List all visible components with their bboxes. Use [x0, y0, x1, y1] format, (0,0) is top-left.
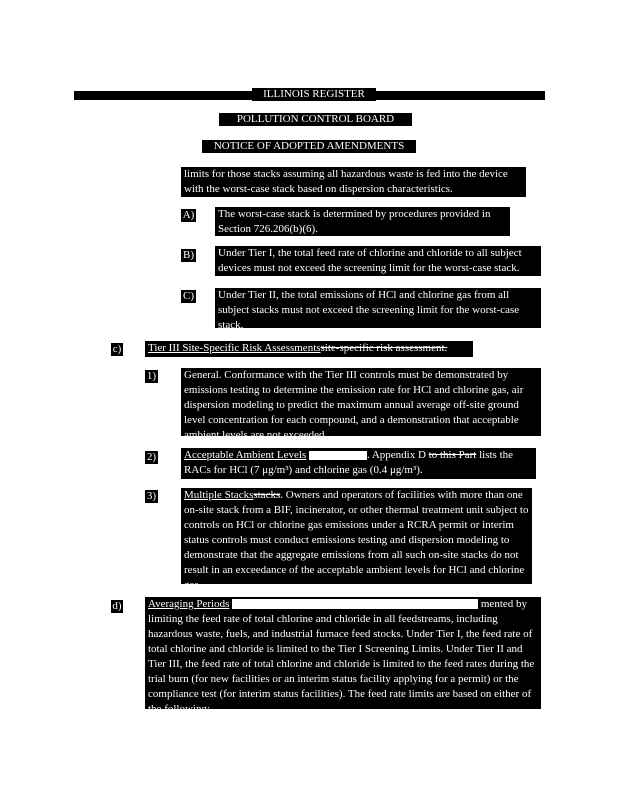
sub-a-label: A)	[182, 209, 195, 221]
item-3-struck: stacks	[253, 489, 281, 501]
item-3-lead: Multiple Stacks	[184, 489, 254, 501]
notice-title: NOTICE OF ADOPTED AMENDMENTS	[202, 140, 416, 153]
sub-a-text: The worst-case stack is determined by procedures provided in Section 726.206(b)(6).	[215, 207, 510, 236]
sub-c-label: C)	[183, 290, 194, 302]
section-d-tail: mented by	[480, 598, 528, 610]
item-2-label: 2)	[146, 451, 157, 463]
sub-b-label: B)	[183, 249, 194, 261]
sub-c-text: Under Tier II, the total emissions of HCl and chlorine gas from all subject stacks must not exceed the screening limit for the worst-case stack.	[215, 288, 541, 328]
sub-b-text: Under Tier I, the total feed rate of chlorine and chloride to all subject devices must not exceed the screening limit for the worst-case stack.	[215, 246, 541, 276]
item-1-text: General. Conformance with the Tier III controls must be demonstrated by emissions testing to determine the emission rate for HCl and chlorine gas, air dispersion modeling to predict the maximum annual average off-site ground level concentration for each compound, and a demonstration that acceptable ambient levels are not exceeded.	[181, 368, 541, 436]
section-d-label: d)	[112, 600, 122, 612]
section-c-struck: site-specific risk assessment.	[320, 342, 448, 354]
item-3-text	[181, 488, 532, 591]
item-2-struck: to this Part	[428, 449, 477, 461]
item-3-label: 3)	[146, 490, 157, 502]
section-d-text	[145, 597, 541, 715]
item-2-text	[181, 448, 536, 479]
item-2-rest: lists the RACs for HCl (7 μg/m³) and chlorine gas (0.4 μg/m³).	[184, 449, 514, 476]
redaction-mark	[232, 599, 478, 609]
redaction-mark	[309, 451, 367, 460]
item-2-mid: . Appendix D	[366, 449, 426, 461]
board-title: POLLUTION CONTROL BOARD	[219, 113, 412, 126]
section-d-body: limiting the feed rate of total chlorine and chloride in all feedstreams, including hazardous waste, fuels, and industrial furnace feed stocks. Under Tier I, the feed rate of total chlorine and chloride is limited to the Tier I Screening Limits. Under Tier II and Tier III, the feed rate of total chlorine and chloride is limited to the feed rates during the trial burn (for new facilities or an interim status facility applying for a permit) or the compliance test (for interim status facilities). The feed rate limits are based on either of the following:	[148, 613, 535, 715]
item-1-label: 1)	[146, 370, 157, 382]
item-3-rest: . Owners and operators of facilities with more than one on-site stack from a BIF, incinerator, or other thermal treatment unit subject to controls on HCl or chlorine gas emissions under a RCRA permit or interim status controls must conduct emissions testing and dispersion modeling to demonstrate that the aggregate emissions from all such on-site stacks do not result in an exceedance of the acceptable ambient levels for HCl and chlorine gas.	[184, 489, 529, 591]
item-2-lead: Acceptable Ambient Levels	[184, 449, 307, 461]
intro-paragraph: limits for those stacks assuming all hazardous waste is fed into the device with the worst-case stack based on dispersion characteristics.	[181, 167, 526, 197]
section-c-heading	[145, 341, 473, 357]
section-d-lead: Averaging Periods	[148, 598, 230, 610]
section-c-title: Tier III Site-Specific Risk Assessments	[148, 342, 321, 354]
register-title: ILLINOIS REGISTER	[252, 88, 376, 101]
section-c-label: c)	[112, 343, 122, 355]
